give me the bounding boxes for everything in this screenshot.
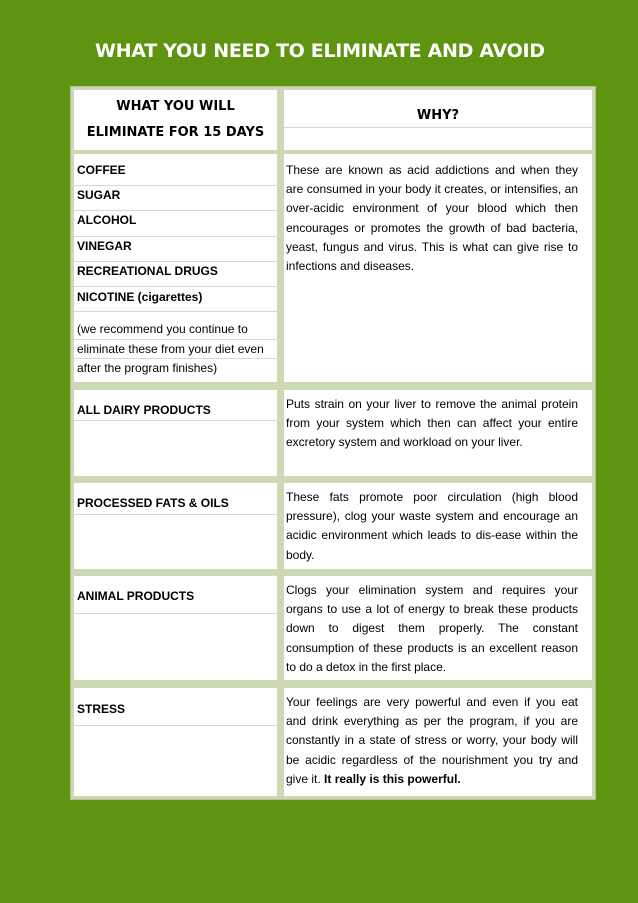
row-rule: [74, 514, 277, 515]
item-stress: STRESS: [77, 702, 126, 716]
row-rule: [74, 236, 277, 237]
header-rule: [284, 127, 592, 128]
item-sugar: SUGAR: [77, 188, 121, 202]
item-processed-fats: PROCESSED FATS & OILS: [77, 496, 229, 510]
header-why: WHY?: [416, 108, 460, 123]
item-nicotine: NICOTINE (cigarettes): [77, 290, 203, 304]
acid-reason: These are known as acid addictions and when they are consumed in your body it creates, or intensifies, an over-acidic environment of your blood which then encourages or promotes the growth of bad bacteria, yeast, fungus and virus. This is what can give rise to infections and diseases.: [286, 163, 578, 274]
stress-reason-emphasis: It really is this powerful.: [324, 771, 461, 786]
animal-reason: Clogs your elimination system and requires your organs to use a lot of energy to break these products down to digest them properly. The constant consumption of these products is an excellent reason to do a detox in the first place.: [286, 583, 578, 674]
header-eliminate-line1: WHAT YOU WILL: [116, 99, 235, 114]
stress-reason-block: [286, 693, 578, 789]
item-vinegar: VINEGAR: [77, 239, 132, 253]
header-eliminate-line2: ELIMINATE FOR 15 DAYS: [86, 125, 265, 140]
item-recreational-drugs: RECREATIONAL DRUGS: [77, 264, 218, 278]
row-rule: [74, 261, 277, 262]
row-rule: [74, 210, 277, 211]
dairy-reason: Puts strain on your liver to remove the animal protein from your system which then can affect your entire excretory system and workload on your liver.: [286, 397, 578, 450]
item-coffee: COFFEE: [77, 163, 126, 177]
item-alcohol: ALCOHOL: [77, 213, 137, 227]
row-rule: [74, 286, 277, 287]
stress-reason: Your feelings are very powerful and even if you eat and drink everything as per the program, if you are constantly in a state of stress or worry, your body will be acidic regardless of the nourishment you try and give it.: [286, 695, 578, 786]
page-title: WHAT YOU NEED TO ELIMINATE AND AVOID: [95, 40, 545, 62]
row-rule: [74, 725, 277, 726]
row-rule: [74, 185, 277, 186]
acid-note: (we recommend you continue to eliminate these from your diet even after the program finishes): [77, 322, 264, 375]
row-rule: [74, 613, 277, 614]
row-rule: [74, 311, 277, 312]
row-rule: [74, 420, 277, 421]
fats-reason: These fats promote poor circulation (high blood pressure), clog your waste system and encourage an acidic environment which leads to dis-ease within the body.: [286, 490, 578, 562]
item-dairy: ALL DAIRY PRODUCTS: [77, 403, 211, 417]
item-animal-products: ANIMAL PRODUCTS: [77, 589, 195, 603]
